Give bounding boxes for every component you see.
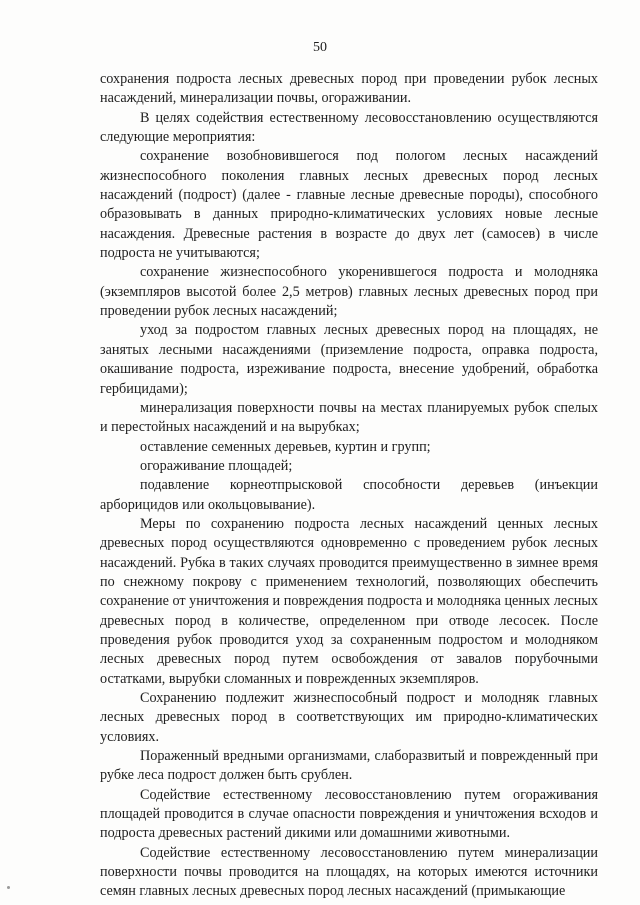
page-number: 50 [313,40,327,55]
paragraph: сохранения подроста лесных древесных пород при проведении рубок лесных насаждений, минерализации почвы, огораживании. [100,71,598,107]
paragraph: Содействие естественному лесовосстановлению путем огораживания площадей проводится в случае опасности повреждения и уничтожения всходов и подроста древесных растений дикими или домашними животными. [100,786,598,842]
paragraph: Пораженный вредными организмами, слаборазвитый и поврежденный при рубке леса подрост должен быть срублен. [100,748,598,784]
paragraph: Меры по сохранению подроста лесных насаждений ценных лесных древесных пород осуществляются одновременно с проведением рубок лесных насаждений. Рубка в таких случаях проводится преимущественно в зимнее время по снежному покрову с применением технологий, позволяющих обеспечить сохранение от уничтожения и повреждения подроста и молодняка ценных лесных древесных пород в количестве, определенном при отводе лесосек. После проведения рубок проводится уход за сохраненным подростом и молодняком лесных древесных пород путем освобождения от завалов порубочными остатками, вырубки сломанных и поврежденных экземпляров. [100,515,598,687]
paragraph: оставление семенных деревьев, куртин и групп; [140,438,431,455]
scan-artifact-dot [7,886,10,889]
paragraph: огораживание площадей; [140,457,293,474]
paragraph: сохранение возобновившегося под пологом лесных насаждений жизнеспособного поколения главных лесных древесных пород лесных насаждений (подрост) (далее - главные лесные древесные породы), способного образовывать в данных природно-климатических условиях новые лесные насаждения. Древесные растения в возрасте до двух лет (самосев) в числе подроста не учитываются; [100,148,598,262]
paragraph: уход за подростом главных лесных древесных пород на площадях, не занятых лесными насаждениями (приземление подроста, оправка подроста, окашивание подроста, изреживание подроста, внесение удобрений, обработка гербицидами); [100,322,598,397]
paragraph: подавление корнеотпрысковой способности деревьев (инъекции арборицидов или окольцовывание). [100,477,598,513]
document-body [100,70,598,902]
paragraph: Сохранению подлежит жизнеспособный подрост и молодняк главных лесных древесных пород в соответствующих им природно-климатических условиях. [100,690,598,745]
paragraph: минерализация поверхности почвы на местах планируемых рубок спелых и перестойных насаждений и на вырубках; [100,399,598,436]
paragraph: Содействие естественному лесовосстановлению путем минерализации поверхности почвы проводится на площадях, на которых имеются источники семян главных лесных древесных пород лесных насаждений (примыкающие [100,844,598,900]
paragraph: сохранение жизнеспособного укоренившегося подроста и молодняка (экземпляров высотой более 2,5 метров) главных лесных древесных пород при проведении рубок лесных насаждений; [100,264,598,320]
paragraph: В целях содействия естественному лесовосстановлению осуществляются следующие мероприятия: [100,109,598,146]
